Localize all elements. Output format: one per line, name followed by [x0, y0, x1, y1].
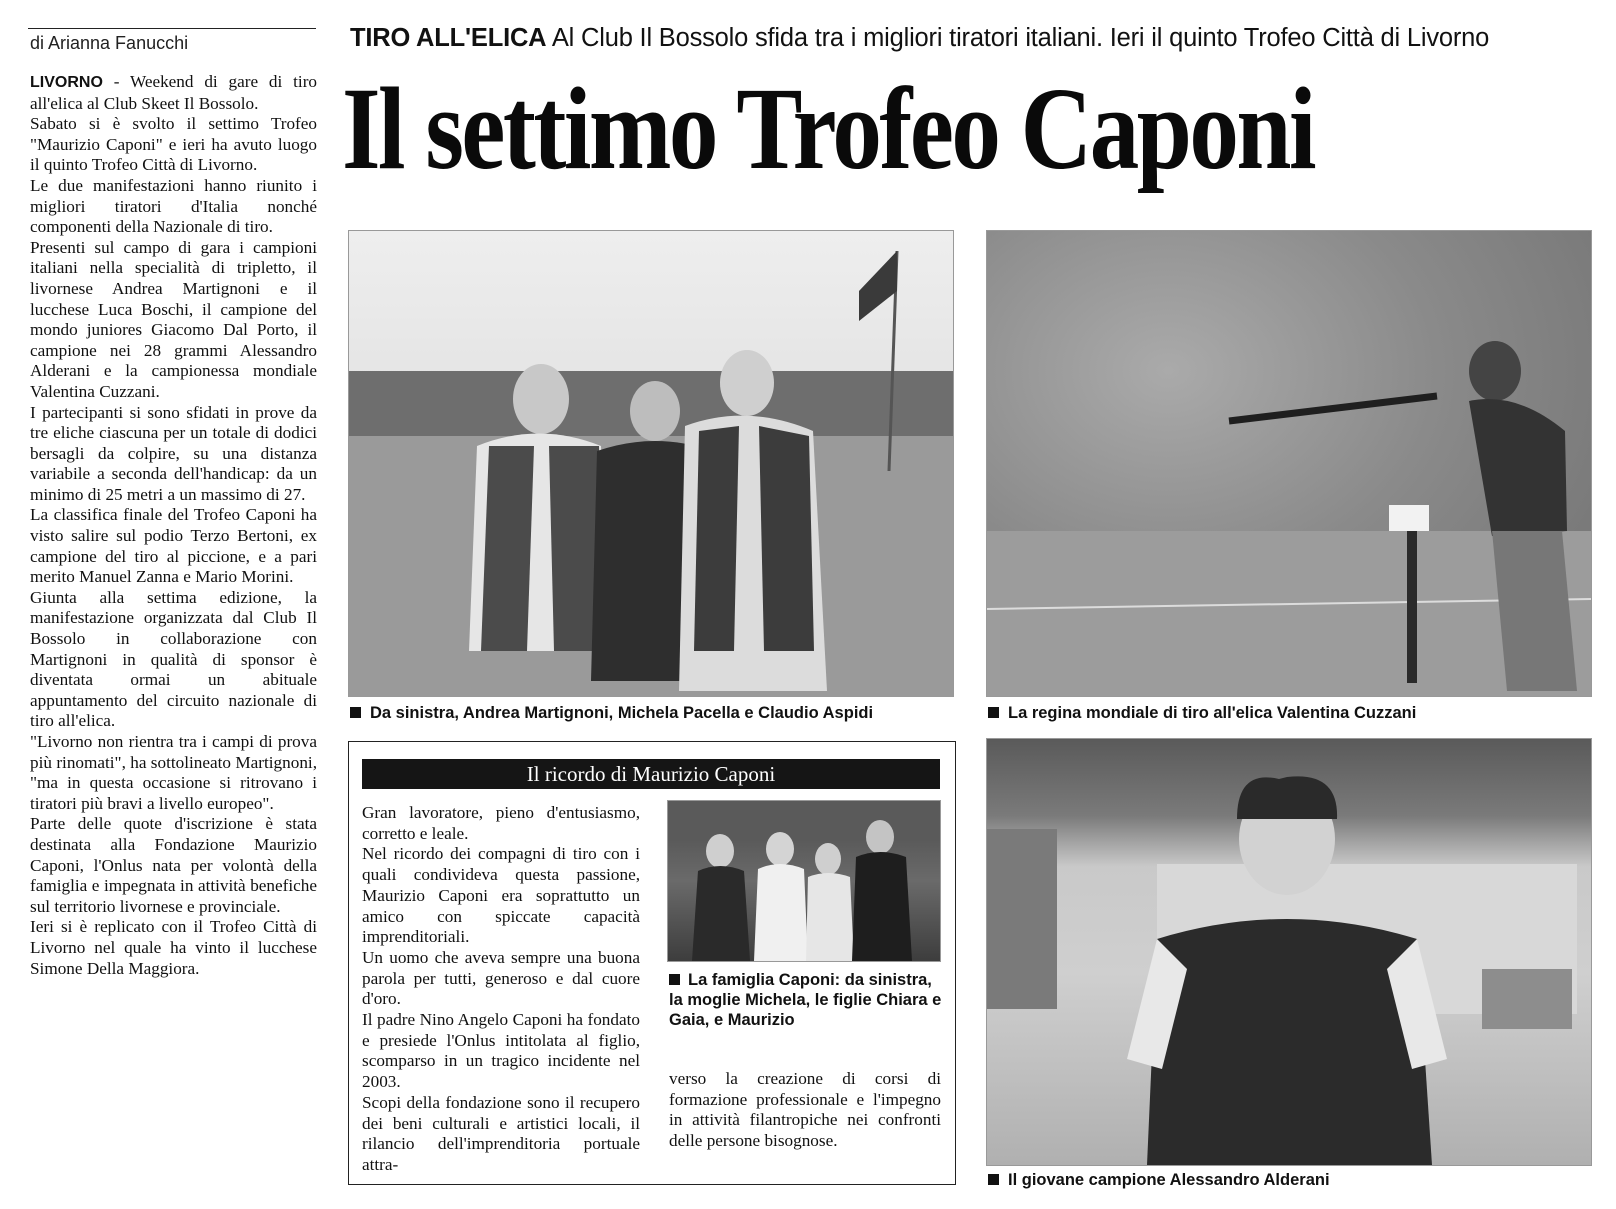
byline-rule	[28, 28, 316, 29]
kicker-text: Al Club Il Bossolo sfida tra i migliori tiratori italiani. Ieri il quinto Trofeo Città di Livorno	[551, 24, 1490, 52]
photo-young-champion-image	[987, 739, 1591, 1165]
caption-photo-1: Da sinistra, Andrea Martignoni, Michela Pacella e Claudio Aspidi	[350, 704, 873, 723]
bullet-square-icon	[350, 707, 361, 718]
kicker	[350, 24, 1600, 53]
sidebar-title: Il ricordo di Maurizio Caponi	[362, 759, 940, 789]
article-paragraph: LIVORNO - Weekend di gare di tiro all'elica al Club Skeet Il Bossolo.	[30, 72, 318, 113]
sidebar-paragraph: verso la creazione di corsi di formazione professionale e l'impegno in attività filantropiche nei confronti delle persone bisognose.	[669, 1069, 941, 1151]
sidebar-paragraph: Scopi della fondazione sono il recupero dei beni culturali e artistici locali, il rilancio dell'imprenditoria portuale attra-	[362, 1092, 640, 1174]
byline: di Arianna Fanucchi	[30, 33, 189, 53]
article-paragraph: Sabato si è svolto il settimo Trofeo "Maurizio Caponi" e ieri ha avuto luogo il quinto Trofeo Città di Livorno.	[30, 114, 317, 175]
article-paragraph: Presenti sul campo di gara i campioni italiani nella specialità di tripletto, il livornese Andrea Martignoni e il lucchese Luca Boschi, il campione del mondo juniores Giacomo Dal Porto, il campione nei 28 grammi Alessandro Alderani e la campionessa mondiale Valentina Cuzzani.	[30, 237, 317, 401]
photo-young-champion	[986, 738, 1592, 1166]
article-paragraph: Le due manifestazioni hanno riunito i migliori tiratori d'Italia nonché componenti della Nazionale di tiro.	[30, 175, 317, 237]
sidebar-paragraph: Un uomo che aveva sempre una buona parola per tutti, generoso e dal cuore d'oro.	[362, 947, 640, 1009]
article-paragraph: Giunta alla settima edizione, la manifestazione organizzata dal Club Il Bossolo in collaborazione con Martignoni in qualità di sponsor è diventata ormai un abituale appuntamento del circuito nazionale di tiro all'elica.	[30, 587, 317, 731]
caption-photo-4: La famiglia Caponi: da sinistra, la moglie Michela, le figlie Chiara e Gaia, e Maurizio	[669, 971, 942, 1029]
article-paragraph: La classifica finale del Trofeo Caponi ha visto salire sul podio Terzo Bertoni, ex campione del tiro al piccione, e a pari merito Manuel Zanna e Mario Morini.	[30, 505, 317, 587]
photo-three-shooters	[348, 230, 954, 697]
sidebar-paragraph: Gran lavoratore, pieno d'entusiasmo, corretto e leale.	[362, 803, 640, 843]
photo-three-shooters-image	[349, 231, 953, 696]
photo-female-shooter-image	[987, 231, 1591, 696]
article-paragraph: "Livorno non rientra tra i campi di prova più rinomati", ha sottolineato Martignoni, "ma in questa occasione si ritrovano i tiratori più bravi a livello europeo".	[30, 732, 317, 813]
sidebar-paragraph: Nel ricordo dei compagni di tiro con i quali condivideva questa passione, Maurizio Caponi era soprattutto un amico con spiccate capacità imprenditoriali.	[362, 844, 640, 947]
dateline-place: LIVORNO	[30, 74, 103, 91]
bullet-square-icon	[669, 974, 680, 985]
photo-female-shooter	[986, 230, 1592, 697]
bullet-square-icon	[988, 707, 999, 718]
bullet-square-icon	[988, 1174, 999, 1185]
article-paragraph: I partecipanti si sono sfidati in prove da tre eliche ciascuna per un totale di dodici bersagli da colpire, su una distanza variabile a seconda dell'handicap: da un minimo di 25 metri a un massimo di 27.	[30, 402, 317, 504]
kicker-tag: TIRO ALL'ELICA	[350, 24, 547, 52]
sidebar-paragraph: Il padre Nino Angelo Caponi ha fondato e presiede l'Onlus intitolata al figlio, scomparso in un tragico incidente nel 2003.	[362, 1010, 640, 1092]
photo-caponi-family	[667, 800, 941, 962]
caption-photo-3: Il giovane campione Alessandro Alderani	[988, 1171, 1330, 1190]
article-paragraph: Ieri si è replicato con il Trofeo Città di Livorno nel quale ha vinto il lucchese Simone Della Maggiora.	[30, 917, 317, 978]
headline: Il settimo Trofeo Caponi	[342, 63, 1315, 194]
article-column	[30, 72, 317, 979]
sidebar-column-1	[362, 803, 640, 1176]
article-paragraph: Parte delle quote d'iscrizione è stata destinata alla Fondazione Maurizio Caponi, l'Onlus nata per volontà della famiglia e impegnata in attività benefiche sul territorio livornese e provinciale.	[30, 814, 317, 916]
caption-photo-2: La regina mondiale di tiro all'elica Valentina Cuzzani	[988, 704, 1416, 723]
sidebar-column-2	[669, 1069, 941, 1152]
photo-caponi-family-image	[668, 801, 940, 961]
